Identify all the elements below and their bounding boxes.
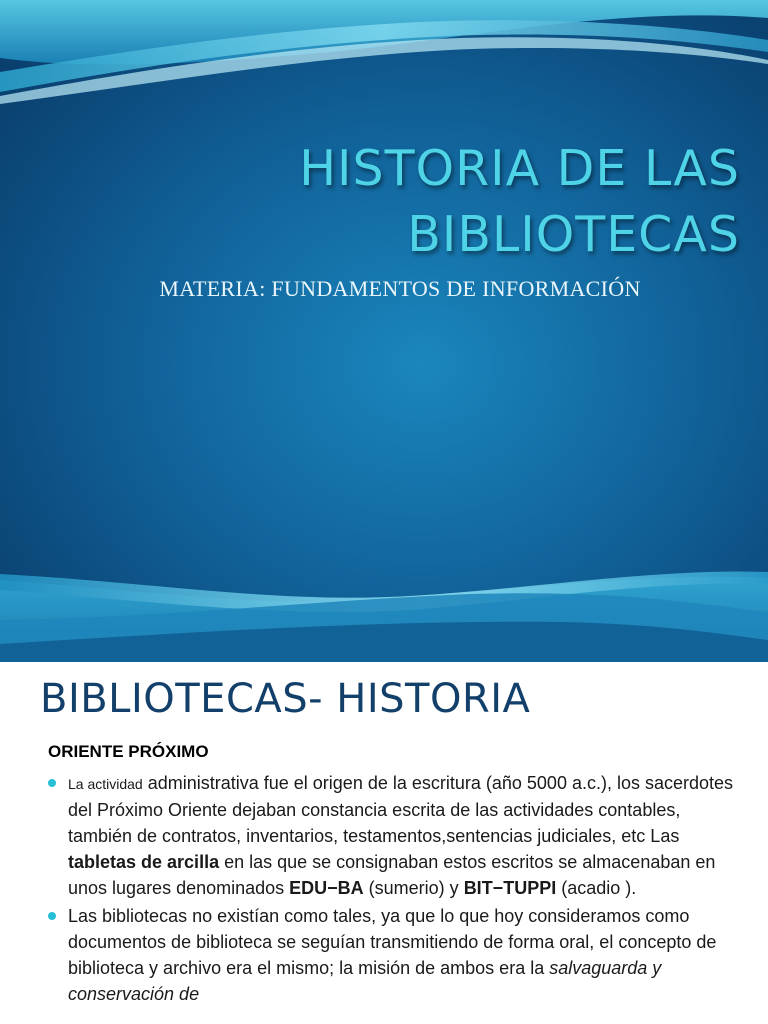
bullet-item-2 xyxy=(48,903,748,1007)
bullet-list xyxy=(48,770,748,1009)
bullet1-part2: administrativa fue el origen de la escritura (año 5000 a.c.), los sacerdotes del Próximo Oriente dejaban constancia escrita de las actividades contables, también de contratos, inventarios, testamentos,sentencias judiciales, etc Las xyxy=(68,773,734,846)
bullet-dot-icon xyxy=(48,779,56,787)
bullet1-part1: La actividad xyxy=(68,776,143,792)
bullet1-part4: (sumerio) y xyxy=(363,878,464,898)
bullet2-part1: Las bibliotecas no existían como tales, ya que lo que hoy consideramos como documentos de biblioteca se seguían transmitiendo de forma oral, el concepto de biblioteca y archivo era el mismo; la misión de ambos era la xyxy=(68,906,717,978)
bullet-item-1 xyxy=(48,770,748,901)
section-heading: ORIENTE PRÓXIMO xyxy=(48,742,209,761)
bottom-wave-decoration xyxy=(0,560,768,662)
slide-title xyxy=(270,136,740,268)
bullet1-bold-tabletas: tabletas de arcilla xyxy=(68,852,220,872)
bullet-dot-icon xyxy=(48,912,56,920)
content-slide xyxy=(0,662,768,1024)
bullet2-italic: salvaguarda y conservación de xyxy=(68,958,662,1004)
bullet1-part5: (acadio ). xyxy=(556,878,637,898)
title-line-1: HISTORIA DE LAS xyxy=(299,140,740,197)
top-wave-decoration xyxy=(0,0,768,110)
bullet1-bold-eduba: EDU−BA xyxy=(289,878,364,898)
slide-subtitle: MATERIA: FUNDAMENTOS DE INFORMACIÓN xyxy=(159,276,641,301)
content-slide-title: BIBLIOTECAS- HISTORIA xyxy=(40,676,531,722)
bullet1-bold-bittuppi: BIT−TUPPI xyxy=(463,878,557,898)
bullet1-part3: en las que se consignaban estos escritos se almacenaban en unos lugares denominados xyxy=(68,852,716,898)
title-line-2: BIBLIOTECAS xyxy=(407,206,740,263)
